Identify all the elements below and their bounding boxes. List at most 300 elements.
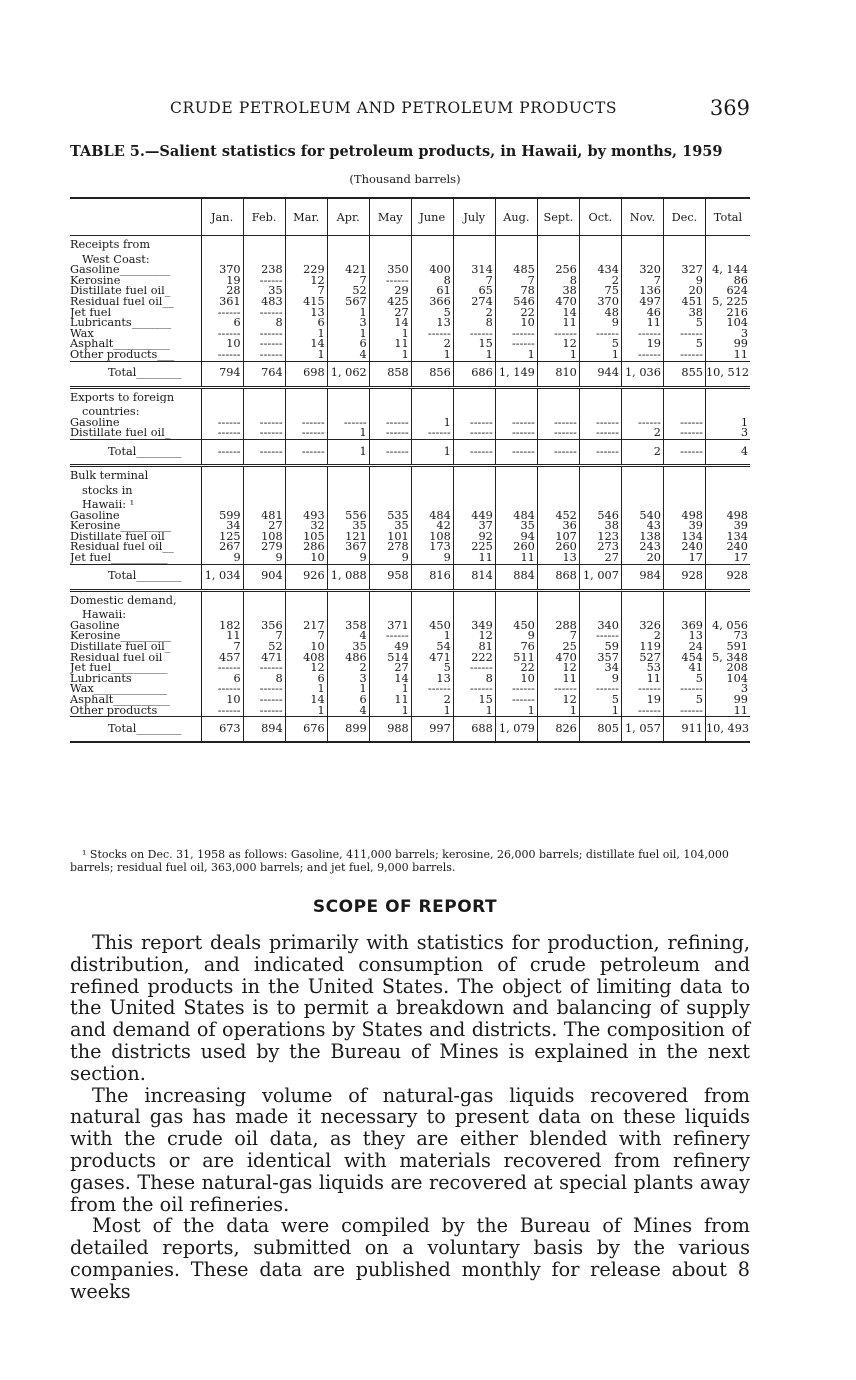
table-cell: ------	[411, 684, 453, 695]
table-cell: 1	[453, 350, 495, 361]
table-cell	[537, 236, 579, 251]
table-cell: ------	[495, 329, 537, 340]
table-cell	[453, 251, 495, 266]
table-cell: ------	[243, 684, 285, 695]
table-cell: 27	[579, 553, 621, 564]
row-label: Hawaii:	[82, 608, 127, 621]
table-cell	[495, 496, 537, 511]
table-cell	[243, 251, 285, 266]
column-header: July	[453, 198, 495, 236]
table-cell	[579, 496, 621, 511]
table-cell	[453, 590, 495, 606]
table-cell	[495, 403, 537, 418]
table-cell: 327	[663, 265, 705, 276]
table-cell: 240	[663, 542, 705, 553]
table-cell: ------	[369, 439, 411, 465]
table-cell: 29	[369, 286, 411, 297]
table-cell	[663, 590, 705, 606]
table-cell: 358	[327, 621, 369, 632]
table-cell: 182	[201, 621, 243, 632]
table-cell: 19	[201, 276, 243, 287]
table-cell: 38	[663, 308, 705, 319]
table-cell: 229	[285, 265, 327, 276]
table-cell: 279	[243, 542, 285, 553]
table-cell: 497	[621, 297, 663, 308]
total-row	[70, 564, 750, 590]
table-cell: 3	[705, 684, 750, 695]
table-cell: ------	[495, 428, 537, 439]
table-cell: ------	[663, 329, 705, 340]
table-cell	[453, 236, 495, 251]
table-cell: ------	[243, 329, 285, 340]
table-cell: 498	[705, 511, 750, 522]
table-cell: 5, 225	[705, 297, 750, 308]
table-cell: 217	[285, 621, 327, 632]
running-head-title: CRUDE PETROLEUM AND PETROLEUM PRODUCTS	[170, 99, 618, 117]
table-cell: 1	[495, 350, 537, 361]
table-cell: 9	[243, 553, 285, 564]
row-label: Other products___	[70, 349, 175, 361]
table-cell: 14	[285, 339, 327, 350]
table-cell	[411, 236, 453, 251]
table-cell: ------	[663, 418, 705, 429]
table-cell: 676	[285, 717, 327, 743]
table-cell: 11	[621, 674, 663, 685]
table-cell: 1	[537, 706, 579, 717]
table-cell: 48	[579, 308, 621, 319]
table-cell	[495, 251, 537, 266]
table-cell	[411, 482, 453, 497]
table-cell: 11	[369, 695, 411, 706]
table-cell: 35	[327, 521, 369, 532]
table-cell: 136	[621, 286, 663, 297]
table-cell: 8	[411, 276, 453, 287]
table-cell: 1	[369, 706, 411, 717]
table-cell: 958	[369, 564, 411, 590]
table-cell: 1	[705, 418, 750, 429]
table-cell: 9	[579, 318, 621, 329]
row-label: Bulk terminal	[70, 468, 149, 482]
table-cell: 764	[243, 361, 285, 387]
table-cell: 73	[705, 631, 750, 642]
table-cell: 39	[705, 521, 750, 532]
table-cell: ------	[243, 695, 285, 706]
table-cell: 1, 062	[327, 361, 369, 387]
table-cell: 5	[663, 695, 705, 706]
table-row	[70, 521, 750, 532]
table-cell: 119	[621, 642, 663, 653]
table-cell: 2	[621, 428, 663, 439]
table-cell: 12	[453, 631, 495, 642]
table-cell	[201, 387, 243, 403]
table-cell	[285, 606, 327, 621]
table-cell: 11	[705, 350, 750, 361]
column-header: Aug.	[495, 198, 537, 236]
table-cell: 11	[453, 553, 495, 564]
table-cell: 546	[495, 297, 537, 308]
table-cell: 238	[243, 265, 285, 276]
table-cell: 25	[537, 642, 579, 653]
table-cell: 6	[285, 674, 327, 685]
row-label: Gasoline_________	[70, 620, 171, 632]
table-cell: 12	[285, 276, 327, 287]
table-cell	[663, 482, 705, 497]
table-cell: 1	[537, 350, 579, 361]
table-cell: 1	[285, 684, 327, 695]
table-cell: 1	[327, 428, 369, 439]
table-cell: 511	[495, 653, 537, 664]
table-cell: ------	[285, 418, 327, 429]
table-cell: 624	[705, 286, 750, 297]
table-cell	[285, 236, 327, 251]
table-cell	[201, 465, 243, 481]
table-cell: 408	[285, 653, 327, 664]
table-cell: 104	[705, 318, 750, 329]
table-cell: ------	[369, 418, 411, 429]
table-cell	[537, 496, 579, 511]
table-cell: 108	[411, 532, 453, 543]
table-cell: 1, 034	[201, 564, 243, 590]
table-cell	[537, 465, 579, 481]
table-cell: ------	[369, 631, 411, 642]
table-cell	[201, 590, 243, 606]
table-cell	[705, 590, 750, 606]
table-cell: 810	[537, 361, 579, 387]
table-cell: ------	[243, 308, 285, 319]
table-cell	[621, 236, 663, 251]
row-label: Total________	[70, 439, 201, 465]
table-cell	[705, 251, 750, 266]
table-cell	[579, 465, 621, 481]
row-label: Kerosine_________	[70, 521, 172, 532]
table-cell	[201, 482, 243, 497]
table-cell: 9	[411, 553, 453, 564]
table-cell: 7	[327, 276, 369, 287]
table-cell: ------	[201, 706, 243, 717]
row-label: Residual fuel oil__	[70, 652, 174, 664]
table-cell	[621, 482, 663, 497]
table-cell	[369, 606, 411, 621]
table-cell: 5	[411, 663, 453, 674]
table-cell: 20	[663, 286, 705, 297]
table-cell: 49	[369, 642, 411, 653]
table-cell: ------	[663, 684, 705, 695]
column-header: Nov.	[621, 198, 663, 236]
table-cell	[579, 403, 621, 418]
table-cell: 105	[285, 532, 327, 543]
table-row	[70, 428, 750, 439]
table-cell: 104	[705, 674, 750, 685]
table-cell: 2	[453, 308, 495, 319]
table-cell: 7	[495, 276, 537, 287]
table-cell: 225	[453, 542, 495, 553]
table-cell: ------	[243, 428, 285, 439]
table-cell	[243, 236, 285, 251]
table-cell: 8	[243, 318, 285, 329]
table-cell: 1	[411, 631, 453, 642]
table-cell: 988	[369, 717, 411, 743]
row-label: Jet fuel__________	[70, 553, 168, 565]
table-cell: 2	[411, 339, 453, 350]
table-cell: 27	[369, 308, 411, 319]
table-cell: 125	[201, 532, 243, 543]
table-cell: 7	[285, 286, 327, 297]
table-cell: 35	[369, 521, 411, 532]
column-header: Mar.	[285, 198, 327, 236]
table-cell	[537, 387, 579, 403]
row-label: Total________	[70, 717, 201, 743]
table-cell: 2	[579, 276, 621, 287]
table-cell	[327, 590, 369, 606]
table-cell: 22	[495, 308, 537, 319]
table-cell	[201, 496, 243, 511]
table-cell: ------	[243, 706, 285, 717]
table-cell: ------	[495, 339, 537, 350]
table-cell: 1	[369, 684, 411, 695]
table-cell: 86	[705, 276, 750, 287]
table-cell: 121	[327, 532, 369, 543]
table-cell: 5	[411, 308, 453, 319]
table-cell: ------	[621, 418, 663, 429]
table-cell	[579, 387, 621, 403]
table-cell	[411, 496, 453, 511]
table-cell: 3	[705, 428, 750, 439]
row-label: Jet fuel__________	[70, 663, 168, 674]
table-cell: 7	[453, 276, 495, 287]
table-cell	[453, 496, 495, 511]
table-body	[70, 236, 750, 743]
table-cell	[621, 403, 663, 418]
table-cell: 546	[579, 511, 621, 522]
table-cell: 326	[621, 621, 663, 632]
table-cell	[663, 496, 705, 511]
table-row	[70, 542, 750, 553]
row-label: Jet fuel__________	[70, 307, 168, 319]
table-cell	[495, 465, 537, 481]
table-cell: ------	[201, 418, 243, 429]
table-cell: 483	[243, 297, 285, 308]
table-cell: 5	[663, 339, 705, 350]
table-cell: 65	[453, 286, 495, 297]
table-cell: 1	[495, 706, 537, 717]
table-cell: ------	[579, 684, 621, 695]
section-head-row	[70, 403, 750, 418]
table-cell: 12	[537, 663, 579, 674]
table-cell: 535	[369, 511, 411, 522]
table-cell	[201, 606, 243, 621]
table-cell: 7	[201, 642, 243, 653]
section-head-row	[70, 590, 750, 606]
table-cell	[285, 465, 327, 481]
table-cell: 260	[537, 542, 579, 553]
table-cell: 688	[453, 717, 495, 743]
section-head-row	[70, 465, 750, 481]
table-cell: 1, 036	[621, 361, 663, 387]
table-cell: 12	[537, 339, 579, 350]
table-cell: ------	[285, 428, 327, 439]
table-cell: 2	[411, 695, 453, 706]
table-cell: 6	[285, 318, 327, 329]
table-cell: 858	[369, 361, 411, 387]
table-cell: ------	[663, 350, 705, 361]
table-cell	[369, 251, 411, 266]
section-head-row	[70, 606, 750, 621]
table-cell	[663, 387, 705, 403]
table-cell: 53	[621, 663, 663, 674]
header-blank-cell	[70, 198, 201, 236]
table-cell: ------	[369, 276, 411, 287]
table-cell: 1, 079	[495, 717, 537, 743]
table-cell: 11	[621, 318, 663, 329]
section-head-row	[70, 482, 750, 497]
table-cell: 1	[327, 439, 369, 465]
table-cell: 367	[327, 542, 369, 553]
table-cell: 37	[453, 521, 495, 532]
table-cell: 894	[243, 717, 285, 743]
table-cell: 10, 512	[705, 361, 750, 387]
table-cell: 926	[285, 564, 327, 590]
table-cell	[705, 496, 750, 511]
table-cell: 9	[327, 553, 369, 564]
table-cell: 59	[579, 642, 621, 653]
table-row	[70, 329, 750, 340]
table-cell: 1	[285, 706, 327, 717]
table-cell	[243, 590, 285, 606]
table-cell	[579, 482, 621, 497]
table-cell: 1	[285, 329, 327, 340]
table-cell	[705, 387, 750, 403]
table-cell: 4, 056	[705, 621, 750, 632]
table-cell: 34	[201, 521, 243, 532]
table-cell: 240	[705, 542, 750, 553]
row-label: Gasoline_________	[70, 265, 171, 276]
table-cell: 13	[285, 308, 327, 319]
table-cell: ------	[243, 339, 285, 350]
table-row	[70, 653, 750, 664]
table-cell	[663, 236, 705, 251]
table-cell: 449	[453, 511, 495, 522]
table-cell: 10	[285, 642, 327, 653]
table-cell	[621, 590, 663, 606]
running-head	[170, 96, 750, 122]
table-cell: 451	[663, 297, 705, 308]
table-cell: 22	[495, 663, 537, 674]
table-cell: 52	[327, 286, 369, 297]
table-cell: 816	[411, 564, 453, 590]
table-cell: 805	[579, 717, 621, 743]
table-cell: 34	[579, 663, 621, 674]
table-row	[70, 418, 750, 429]
table-cell: ------	[621, 684, 663, 695]
table-cell: ------	[453, 428, 495, 439]
table-cell: 6	[327, 339, 369, 350]
table-cell: 350	[369, 265, 411, 276]
column-header: June	[411, 198, 453, 236]
table-row	[70, 674, 750, 685]
table-cell: 216	[705, 308, 750, 319]
table-cell: 1	[369, 329, 411, 340]
table-cell: 17	[705, 553, 750, 564]
table-cell: 13	[663, 631, 705, 642]
table-row	[70, 706, 750, 717]
table-cell: 10	[285, 553, 327, 564]
table-cell	[453, 606, 495, 621]
table-cell: 260	[495, 542, 537, 553]
table-cell: 1	[579, 350, 621, 361]
table-cell: 1	[411, 350, 453, 361]
table-cell: ------	[537, 329, 579, 340]
table-cell: 11	[705, 706, 750, 717]
table-cell: 274	[453, 297, 495, 308]
table-cell: 278	[369, 542, 411, 553]
table-cell: 450	[495, 621, 537, 632]
column-header: Apr.	[327, 198, 369, 236]
table-cell	[243, 387, 285, 403]
table-cell: 14	[369, 674, 411, 685]
table-cell: 3	[705, 329, 750, 340]
row-label: West Coast:	[82, 252, 150, 266]
table-cell	[663, 403, 705, 418]
table-cell: 591	[705, 642, 750, 653]
table-cell: 371	[369, 621, 411, 632]
table-cell	[201, 251, 243, 266]
table-cell	[705, 606, 750, 621]
table-cell: ------	[495, 695, 537, 706]
table-cell: 470	[537, 297, 579, 308]
table-cell: 101	[369, 532, 411, 543]
table-cell: ------	[663, 706, 705, 717]
table-cell: 1	[411, 439, 453, 465]
table-cell: 9	[201, 553, 243, 564]
table-cell: 944	[579, 361, 621, 387]
table-cell: 454	[663, 653, 705, 664]
table-title: TABLE 5.—Salient statistics for petroleum products, in Hawaii, by months, 1959	[70, 143, 723, 160]
table-cell	[369, 496, 411, 511]
table-cell	[201, 403, 243, 418]
table-cell: 484	[411, 511, 453, 522]
row-label: Distillate fuel oil_	[70, 428, 171, 440]
table-cell: 1	[327, 329, 369, 340]
table-cell: 81	[453, 642, 495, 653]
table-cell: 2	[621, 439, 663, 465]
row-label: stocks in	[82, 483, 133, 497]
table-cell: 3	[327, 674, 369, 685]
row-label: Wax_____________	[70, 328, 168, 340]
table-cell: 10	[201, 695, 243, 706]
table-cell: 485	[495, 265, 537, 276]
table-cell: 99	[705, 339, 750, 350]
table-row	[70, 297, 750, 308]
table-cell	[495, 236, 537, 251]
table-cell: ------	[327, 418, 369, 429]
column-header: Oct.	[579, 198, 621, 236]
table-cell: 19	[621, 695, 663, 706]
table-cell	[453, 403, 495, 418]
table-cell: ------	[201, 439, 243, 465]
table-cell	[663, 251, 705, 266]
table-cell: 928	[663, 564, 705, 590]
total-row	[70, 361, 750, 387]
table-cell	[663, 465, 705, 481]
table-cell	[369, 465, 411, 481]
table-cell: 2	[621, 631, 663, 642]
table-cell: 99	[705, 695, 750, 706]
table-cell: 486	[327, 653, 369, 664]
table-cell	[495, 590, 537, 606]
table-cell: 52	[243, 642, 285, 653]
table-cell	[243, 606, 285, 621]
table-cell: ------	[537, 418, 579, 429]
